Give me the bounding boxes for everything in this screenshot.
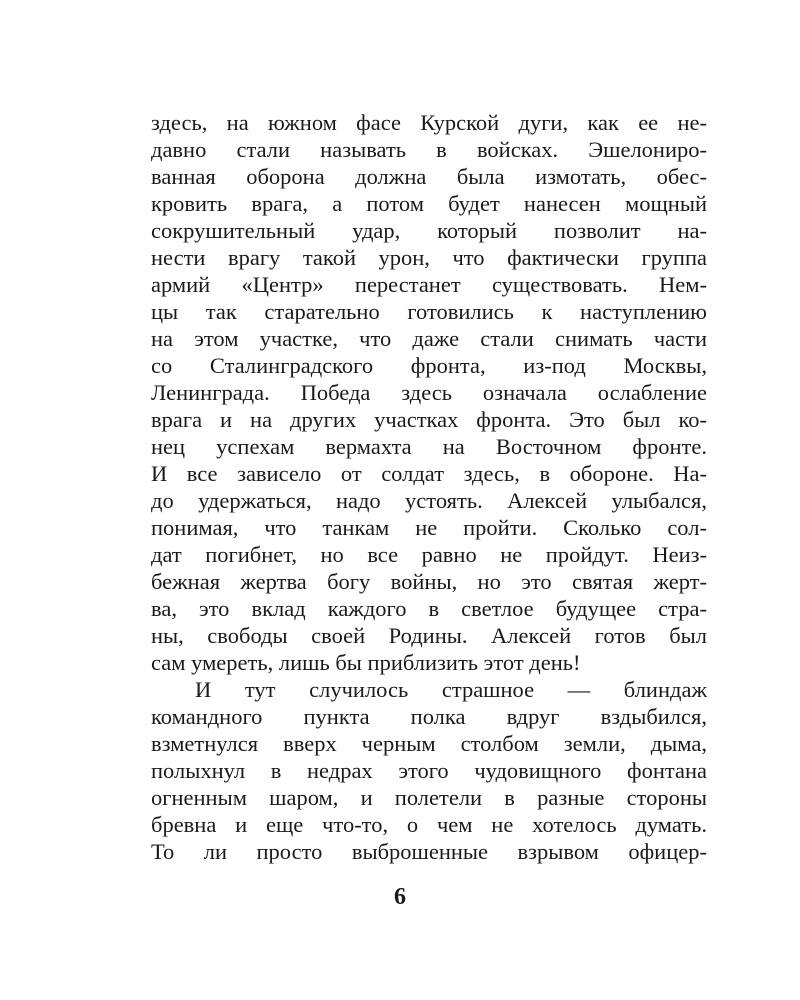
- text-line: на этом участке, что даже стали снимать части: [151, 326, 707, 351]
- text-line: огненным шаром, и полетели в разные стороны: [151, 785, 707, 810]
- text-line: нец успехам вермахта на Восточном фронте.: [151, 434, 707, 459]
- text-line: И все зависело от солдат здесь, в обороне. На-: [151, 461, 707, 486]
- text-line: цы так старательно готовились к наступлению: [151, 299, 707, 324]
- text-line: бежная жертва богу войны, но это святая жерт-: [151, 569, 707, 594]
- paragraph-start-line: И тут случилось страшное — блиндаж: [195, 677, 707, 702]
- text-line: давно стали называть в войсках. Эшелониро-: [151, 137, 707, 162]
- text-line: Ленинграда. Победа здесь означала ослабление: [151, 380, 707, 405]
- text-line: понимая, что танкам не пройти. Сколько сол-: [151, 515, 707, 540]
- text-line: командного пункта полка вдруг вздыбился,: [151, 704, 707, 729]
- text-line: ны, свободы своей Родины. Алексей готов был: [151, 623, 707, 648]
- text-line: сокрушительный удар, который позволит на-: [151, 218, 707, 243]
- text-line: здесь, на южном фасе Курской дуги, как ее не-: [151, 110, 707, 135]
- text-line: полыхнул в недрах этого чудовищного фонтана: [151, 758, 707, 783]
- text-line: врага и на других участках фронта. Это был ко-: [151, 407, 707, 432]
- text-line: дат погибнет, но все равно не пройдут. Неиз-: [151, 542, 707, 567]
- text-line: То ли просто выброшенные взрывом офицер-: [151, 839, 707, 864]
- page-number: 6: [394, 884, 406, 910]
- text-line: ва, это вклад каждого в светлое будущее стра-: [151, 596, 707, 621]
- body-text: [151, 109, 707, 865]
- text-line: бревна и еще что-то, о чем не хотелось думать.: [151, 812, 707, 837]
- text-line: ванная оборона должна была измотать, обес-: [151, 164, 707, 189]
- text-line: взметнулся вверх черным столбом земли, дыма,: [151, 731, 707, 756]
- text-line: со Сталинградского фронта, из-под Москвы,: [151, 353, 707, 378]
- text-line: кровить врага, а потом будет нанесен мощный: [151, 191, 707, 216]
- text-line: армий «Центр» перестанет существовать. Нем-: [151, 272, 707, 297]
- paragraph-end-line: сам умереть, лишь бы приблизить этот день!: [151, 650, 581, 675]
- text-line: до удержаться, надо устоять. Алексей улыбался,: [151, 488, 707, 513]
- text-line: нести врагу такой урон, что фактически группа: [151, 245, 707, 270]
